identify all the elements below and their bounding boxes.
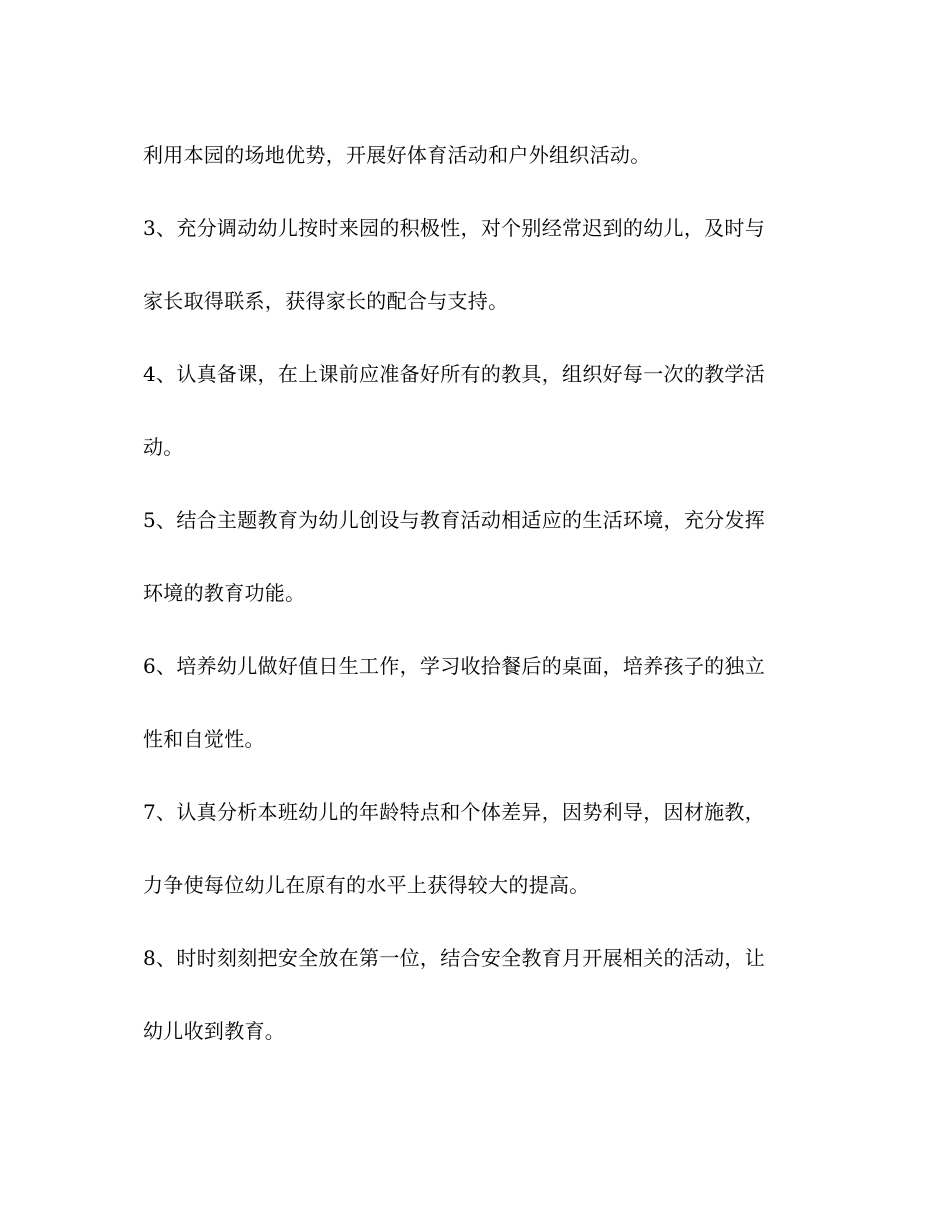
- text-line-8: 6、培养幼儿做好值日生工作，学习收拾餐后的桌面，培养孩子的独立: [143, 654, 766, 678]
- text-line-2: 3、充分调动幼儿按时来园的积极性，对个别经常迟到的幼儿，及时与: [143, 216, 766, 240]
- text-line-9: 性和自觉性。: [143, 727, 265, 751]
- text-line-1: 利用本园的场地优势，开展好体育活动和户外组织活动。: [143, 143, 651, 167]
- text-line-13: 幼儿收到教育。: [143, 1019, 286, 1043]
- text-line-11: 力争使每位幼儿在原有的水平上获得较大的提高。: [143, 873, 590, 897]
- text-line-6: 5、结合主题教育为幼儿创设与教育活动相适应的生活环境，充分发挥: [143, 508, 766, 532]
- text-line-5: 动。: [143, 435, 184, 459]
- text-line-4: 4、认真备课，在上课前应准备好所有的教具，组织好每一次的教学活: [143, 362, 766, 386]
- text-line-10: 7、认真分析本班幼儿的年龄特点和个体差异，因势利导，因材施教，: [143, 800, 766, 824]
- text-line-3: 家长取得联系，获得家长的配合与支持。: [143, 289, 509, 313]
- text-line-7: 环境的教育功能。: [143, 581, 306, 605]
- text-line-12: 8、时时刻刻把安全放在第一位，结合安全教育月开展相关的活动，让: [143, 946, 766, 970]
